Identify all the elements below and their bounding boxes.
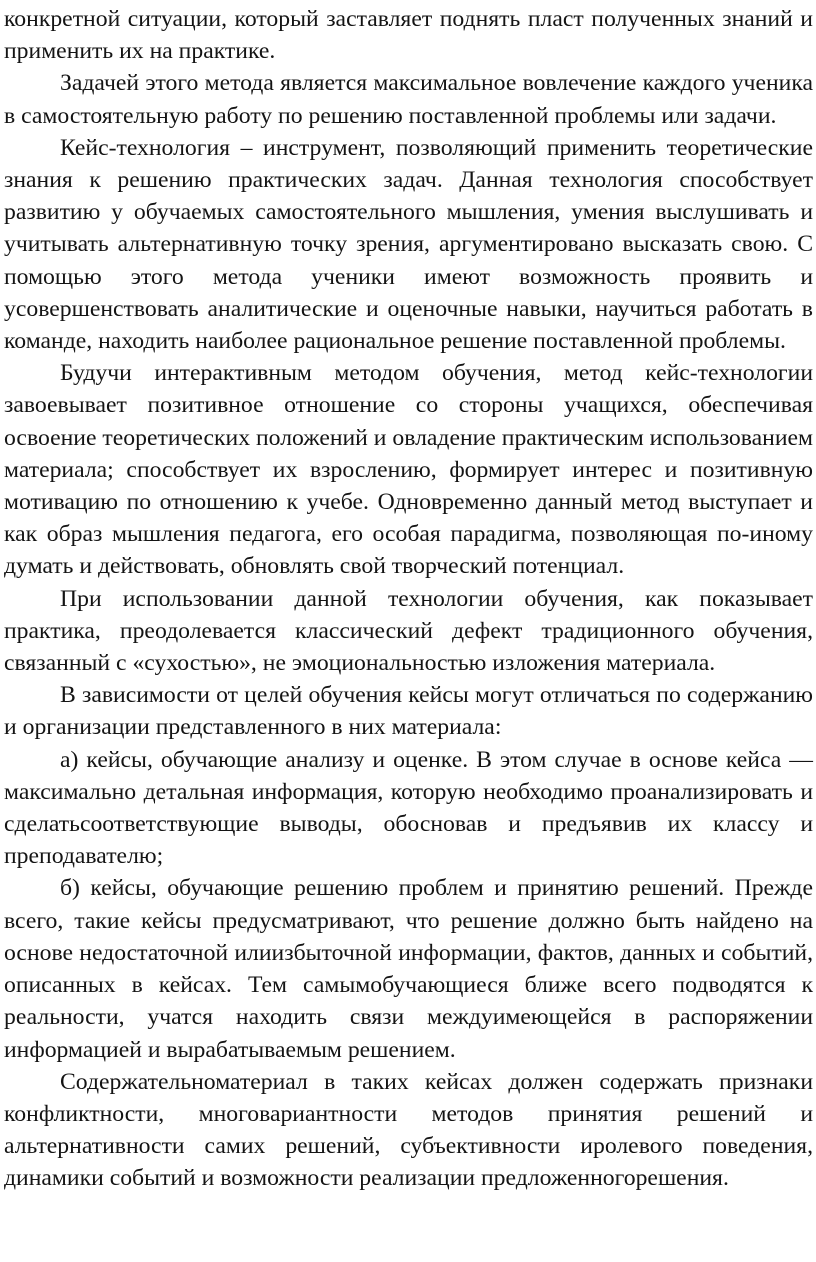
paragraph-case-technology-definition: Кейс-технология – инструмент, позволяющий применить теоретические знания к решению практических задач. Данная технология способствует развитию у обучаемых самостоятельного мышления, умения выслушивать и учитывать альтернативную точку зрения, аргументировано высказать свою. С помощью этого метода ученики имеют возможность проявить и усовершенствовать аналитические и оценочные навыки, научиться работать в команде, находить наиболее рациональное решение поставленной проблемы. (4, 134, 813, 355)
paragraph-case-types-intro: В зависимости от целей обучения кейсы могут отличаться по содержанию и организации представленного в них материала: (4, 682, 813, 741)
paragraph-case-content: Содержательноматериал в таких кейсах должен содержать признаки конфликтности, многовариантности методов принятия решений и альтернативности самих решений, субъективности иролевого поведения, динамики событий и возможности реализации предложенногорешения. (4, 1068, 813, 1192)
paragraph-method-goal: Задачей этого метода является максимальное вовлечение каждого ученика в самостоятельную работу по решению поставленной проблемы или задачи. (4, 70, 813, 129)
paragraph-classic-defect: При использовании данной технологии обучения, как показывает практика, преодолевается классический дефект традиционного обучения, связанный с «сухостью», не эмоциональностью изложения материала. (4, 585, 813, 677)
paragraph-continuation: конкретной ситуации, который заставляет поднять пласт полученных знаний и применить их на практике. (4, 6, 813, 65)
paragraph-interactive-method: Будучи интерактивным методом обучения, метод кейс-технологии завоевывает позитивное отношение со стороны учащихся, обеспечивая освоение теоретических положений и овладение практическим использованием материала; способствует их взрослению, формирует интерес и позитивную мотивацию по отношению к учебе. Одновременно данный метод выступает и как образ мышления педагога, его особая парадигма, позволяющая по-иному думать и действовать, обновлять свой творческий потенциал. (4, 360, 813, 580)
paragraph-case-type-a: а) кейсы, обучающие анализу и оценке. В этом случае в основе кейса — максимально детальная информация, которую необходимо проанализировать и сделатьсоответствующие выводы, обосновав и предъявив их классу и преподавателю; (4, 746, 813, 870)
paragraph-case-type-b: б) кейсы, обучающие решению проблем и принятию решений. Прежде всего, такие кейсы предусматривают, что решение должно быть найдено на основе недостаточной илиизбыточной информации, фактов, данных и событий, описанных в кейсах. Тем самымобучающиеся ближе всего подводятся к реальности, учатся находить связи междуимеющейся в распоряжении информацией и вырабатываемым решением. (4, 875, 813, 1063)
document-body (4, 3, 813, 1195)
